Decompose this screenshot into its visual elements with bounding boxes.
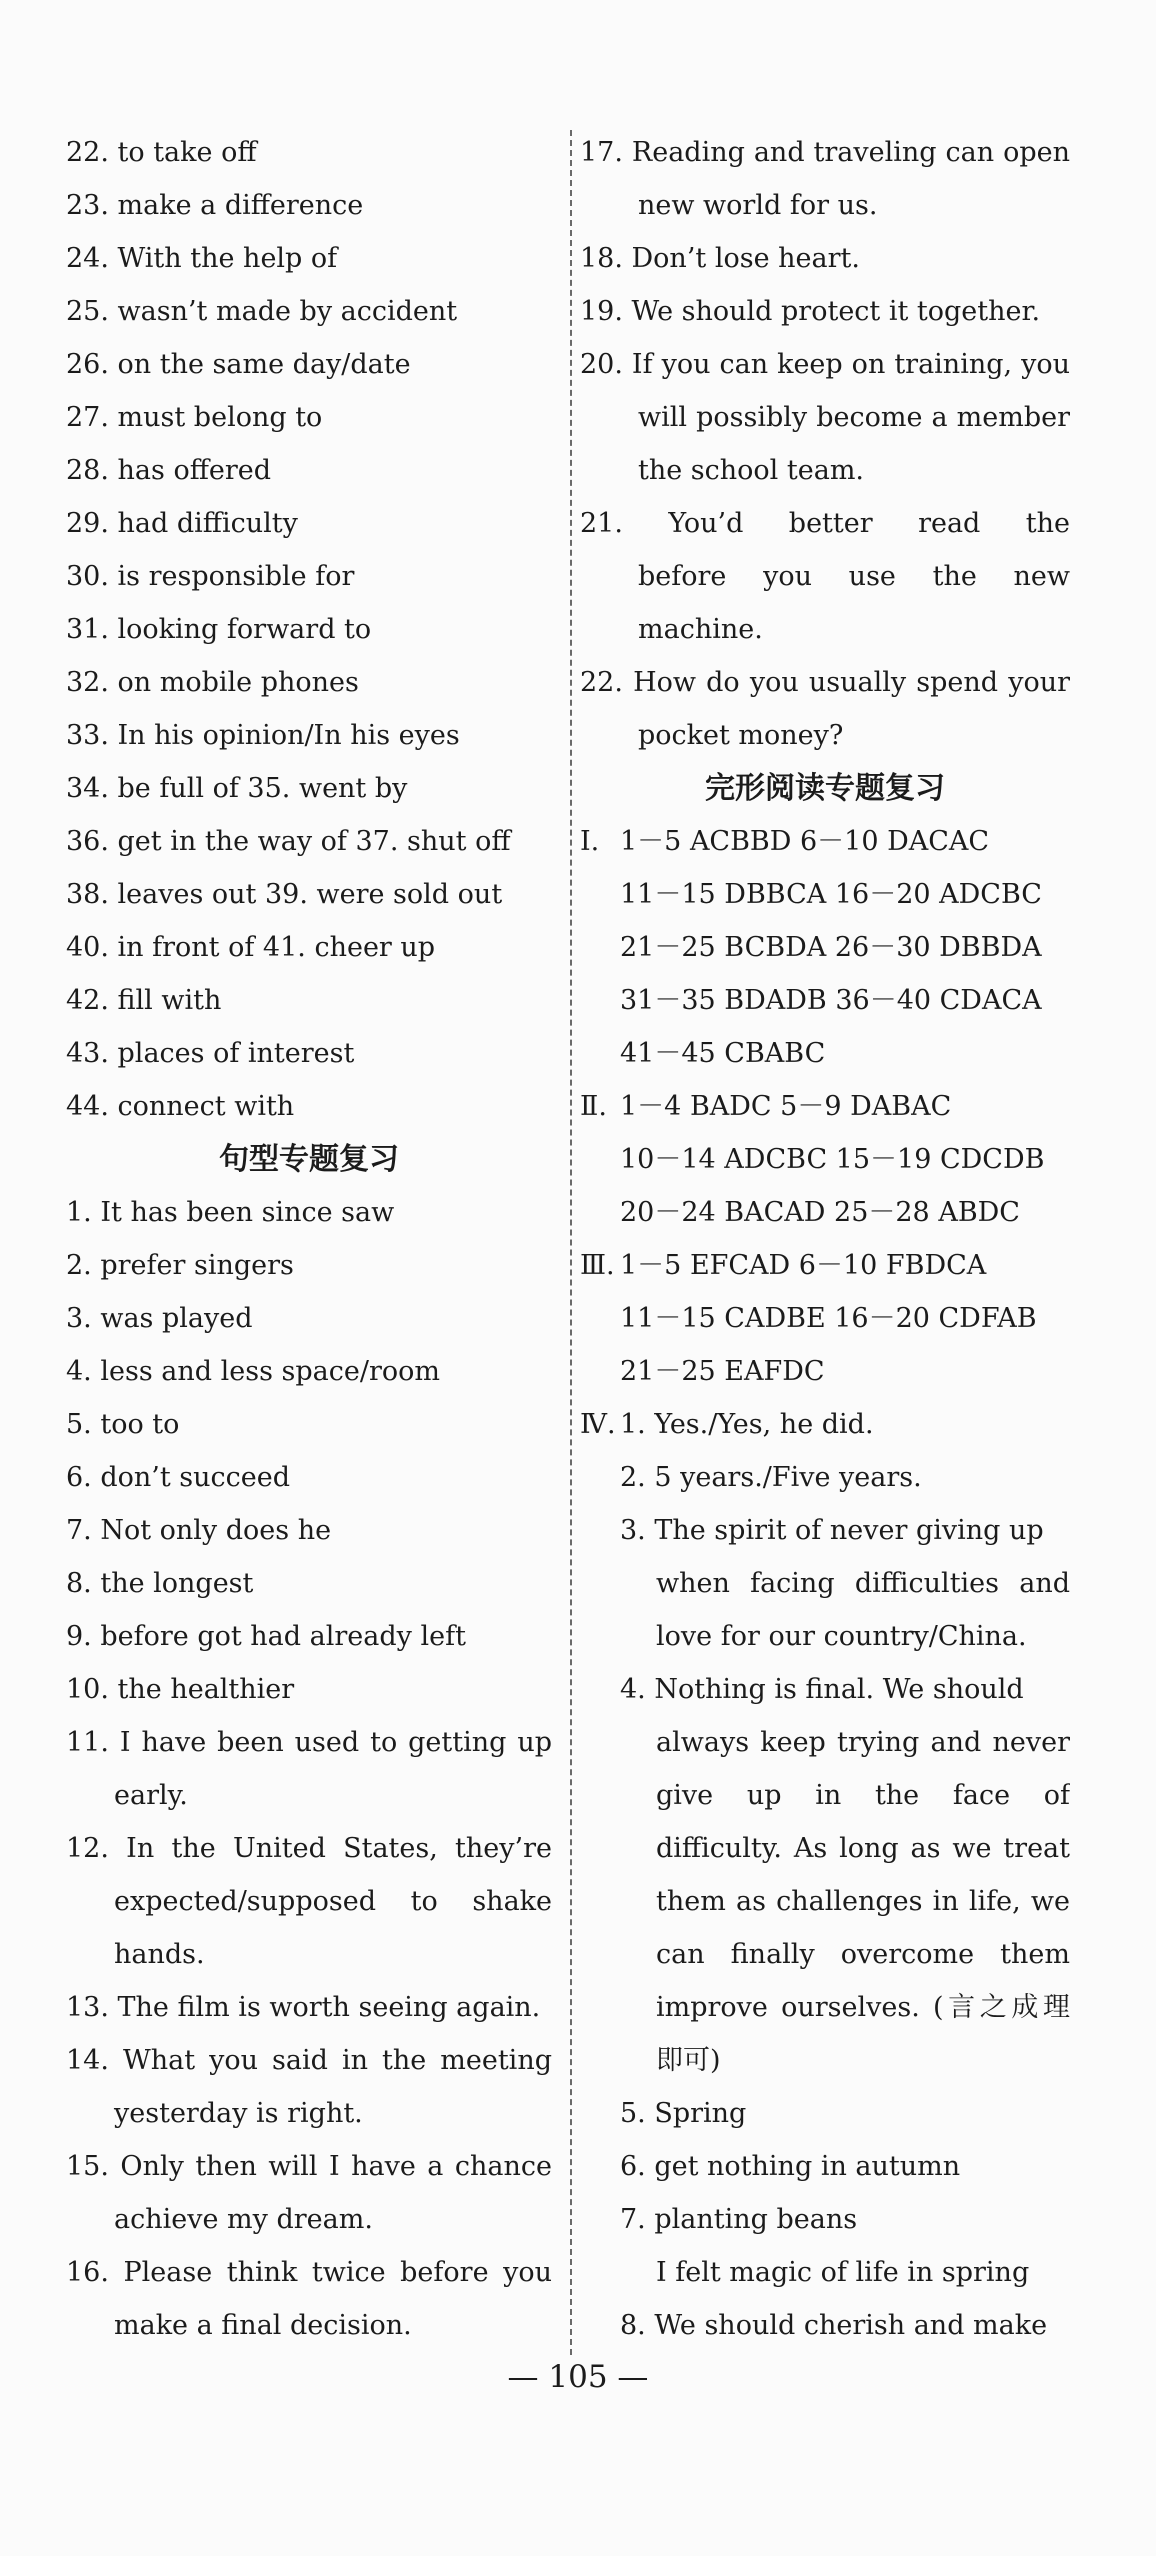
answer-text: 1. Yes./Yes, he did. — [620, 1409, 874, 1440]
answer-key-line — [580, 1027, 1070, 1080]
answer-continuation: hands. — [114, 1939, 205, 1970]
answer-line: 5. too to — [66, 1409, 180, 1440]
answer-line: 36. get in the way of 37. shut off — [66, 826, 511, 857]
answer-line: 22. How do you usually spend your — [580, 667, 1070, 698]
answer-key-line — [580, 1345, 1070, 1398]
answer-continuation: achieve my dream. — [114, 2204, 373, 2235]
answer-key-text: 20－24 BACAD 25－28 ABDC — [620, 1197, 1020, 1228]
answer-continuation: pocket money? — [638, 720, 844, 751]
answer-line: 20. If you can keep on training, you — [580, 349, 1070, 380]
answer-key-text: 41－45 CBABC — [620, 1038, 826, 1069]
answer-continuation: always keep trying and never — [656, 1727, 1070, 1758]
answer-line: 43. places of interest — [66, 1038, 355, 1069]
answer-text: 5. Spring — [620, 2098, 747, 2129]
answer-line: 6. don’t succeed — [66, 1462, 291, 1493]
answer-line: 11. I have been used to getting up — [66, 1727, 552, 1758]
answer-line: 24. With the help of — [66, 243, 338, 274]
answer-line: 13. The film is worth seeing again. — [66, 1992, 541, 2023]
answer-line — [580, 1663, 1070, 1716]
answer-continuation: machine. — [638, 614, 763, 645]
answer-key-text: 11－15 DBBCA 16－20 ADCBC — [620, 879, 1042, 910]
page-number: — 105 — — [507, 2359, 649, 2395]
translation-answers — [66, 1716, 552, 2352]
answer-line: 34. be full of 35. went by — [66, 773, 408, 804]
answer-continuation: I felt magic of life in spring — [656, 2257, 1030, 2288]
answer-line: 2. prefer singers — [66, 1250, 294, 1281]
answer-text: 3. The spirit of never giving up — [620, 1515, 1044, 1546]
answer-line: 21. You’d better read the — [580, 508, 1070, 539]
answer-line: 22. to take off — [66, 137, 257, 168]
answer-line: 33. In his opinion/In his eyes — [66, 720, 460, 751]
answer-continuation: them as challenges in life, we — [656, 1886, 1070, 1917]
answer-text: 4. Nothing is final. We should — [620, 1674, 1024, 1705]
answer-line — [580, 1451, 1070, 1504]
answer-continuation: when facing difficulties and — [656, 1568, 1070, 1599]
answer-key-text: 21－25 BCBDA 26－30 DBBDA — [620, 932, 1042, 963]
answer-line: 17. Reading and traveling can open — [580, 137, 1070, 168]
answer-line: 32. on mobile phones — [66, 667, 359, 698]
answer-line: 7. Not only does he — [66, 1515, 332, 1546]
answer-line: 9. before got had already left — [66, 1621, 466, 1652]
answer-line: 28. has offered — [66, 455, 272, 486]
answer-line — [580, 2087, 1070, 2140]
part-3-answers — [580, 1239, 1070, 1398]
answer-continuation: love for our country/China. — [656, 1621, 1027, 1652]
answer-key-line — [580, 1186, 1070, 1239]
part-numeral: Ⅲ. — [580, 1250, 615, 1281]
answer-key-text: 1－4 BADC 5－9 DABAC — [620, 1091, 952, 1122]
answer-key-text: 10－14 ADCBC 15－19 CDCDB — [620, 1144, 1045, 1175]
answer-continuation: make a final decision. — [114, 2310, 412, 2341]
answer-line: 42. fill with — [66, 985, 222, 1016]
answer-key-line — [580, 921, 1070, 974]
answer-continuation: expected/supposed to shake — [114, 1886, 552, 1917]
answer-line: 1. It has been since saw — [66, 1197, 395, 1228]
section-heading-cloze-reading: 完形阅读专题复习 — [705, 771, 945, 806]
answer-line — [580, 2193, 1070, 2246]
answer-continuation: will possibly become a member — [638, 402, 1070, 433]
answer-continuation: difficulty. As long as we treat — [656, 1833, 1070, 1864]
section-heading-sentence-patterns: 句型专题复习 — [219, 1142, 399, 1177]
answer-continuation: early. — [114, 1780, 188, 1811]
answer-key-line — [580, 1133, 1070, 1186]
answer-line: 12. In the United States, they’re — [66, 1833, 552, 1864]
answer-key-text: 11－15 CADBE 16－20 CDFAB — [620, 1303, 1037, 1334]
answer-line — [580, 1504, 1070, 1557]
answer-continuation: 即可) — [656, 2045, 721, 2076]
answer-key-line — [580, 868, 1070, 921]
answer-continuation: yesterday is right. — [114, 2098, 363, 2129]
answer-line: 23. make a difference — [66, 190, 364, 221]
part-numeral: Ⅰ. — [580, 826, 600, 857]
answer-line: 3. was played — [66, 1303, 253, 1334]
sentence-pattern-answers — [66, 1186, 552, 1716]
answer-text: 7. planting beans — [620, 2204, 858, 2235]
answer-text: 8. We should cherish and make — [620, 2310, 1048, 2341]
answer-line — [580, 2140, 1070, 2193]
part-2-answers — [580, 1080, 1070, 1239]
answer-line: 25. wasn’t made by accident — [66, 296, 458, 327]
answer-continuation: new world for us. — [638, 190, 878, 221]
answer-continuation: before you use the new — [638, 561, 1070, 592]
part-numeral: Ⅱ. — [580, 1091, 607, 1122]
answer-line: 30. is responsible for — [66, 561, 355, 592]
answer-line — [580, 2299, 1070, 2352]
answer-line: 29. had difficulty — [66, 508, 298, 539]
phrase-answers — [66, 126, 552, 1133]
answer-line: 18. Don’t lose heart. — [580, 243, 860, 274]
answer-key-text: 31－35 BDADB 36－40 CDACA — [620, 985, 1042, 1016]
answer-continuation: the school team. — [638, 455, 865, 486]
left-column — [66, 126, 552, 2352]
answer-text: 6. get nothing in autumn — [620, 2151, 961, 2182]
answer-key-text: 1－5 EFCAD 6－10 FBDCA — [620, 1250, 987, 1281]
answer-continuation: can finally overcome them — [656, 1939, 1070, 1970]
answer-line: 27. must belong to — [66, 402, 323, 433]
part-4-answers — [580, 1398, 1070, 2352]
answer-line: 16. Please think twice before you — [66, 2257, 552, 2288]
answer-line: 31. looking forward to — [66, 614, 372, 645]
part-numeral: Ⅳ. — [580, 1409, 616, 1440]
answer-key-text: 21－25 EAFDC — [620, 1356, 825, 1387]
answer-continuation: give up in the face of — [656, 1780, 1070, 1811]
answer-line: 44. connect with — [66, 1091, 295, 1122]
answer-key-text: 1－5 ACBBD 6－10 DACAC — [620, 826, 990, 857]
answer-line: 4. less and less space/room — [66, 1356, 440, 1387]
answer-key-line — [580, 1239, 1070, 1292]
answer-key-line — [580, 815, 1070, 868]
answer-line: 15. Only then will I have a chance — [66, 2151, 552, 2182]
answer-key-line — [580, 1292, 1070, 1345]
right-column — [580, 126, 1070, 2352]
answer-line: 14. What you said in the meeting — [66, 2045, 552, 2076]
answer-line: 40. in front of 41. cheer up — [66, 932, 436, 963]
part-1-answers — [580, 815, 1070, 1080]
answer-continuation: improve ourselves. (言之成理 — [656, 1992, 1070, 2023]
column-divider — [570, 130, 572, 2355]
answer-text: 2. 5 years./Five years. — [620, 1462, 922, 1493]
answer-line: 26. on the same day/date — [66, 349, 411, 380]
answer-key-line — [580, 1080, 1070, 1133]
sentence-answers — [580, 126, 1070, 762]
answer-line: 19. We should protect it together. — [580, 296, 1041, 327]
answer-key-line — [580, 974, 1070, 1027]
answer-line: 8. the longest — [66, 1568, 254, 1599]
answer-line: 38. leaves out 39. were sold out — [66, 879, 503, 910]
answer-line — [580, 1398, 1070, 1451]
answer-line: 10. the healthier — [66, 1674, 295, 1705]
